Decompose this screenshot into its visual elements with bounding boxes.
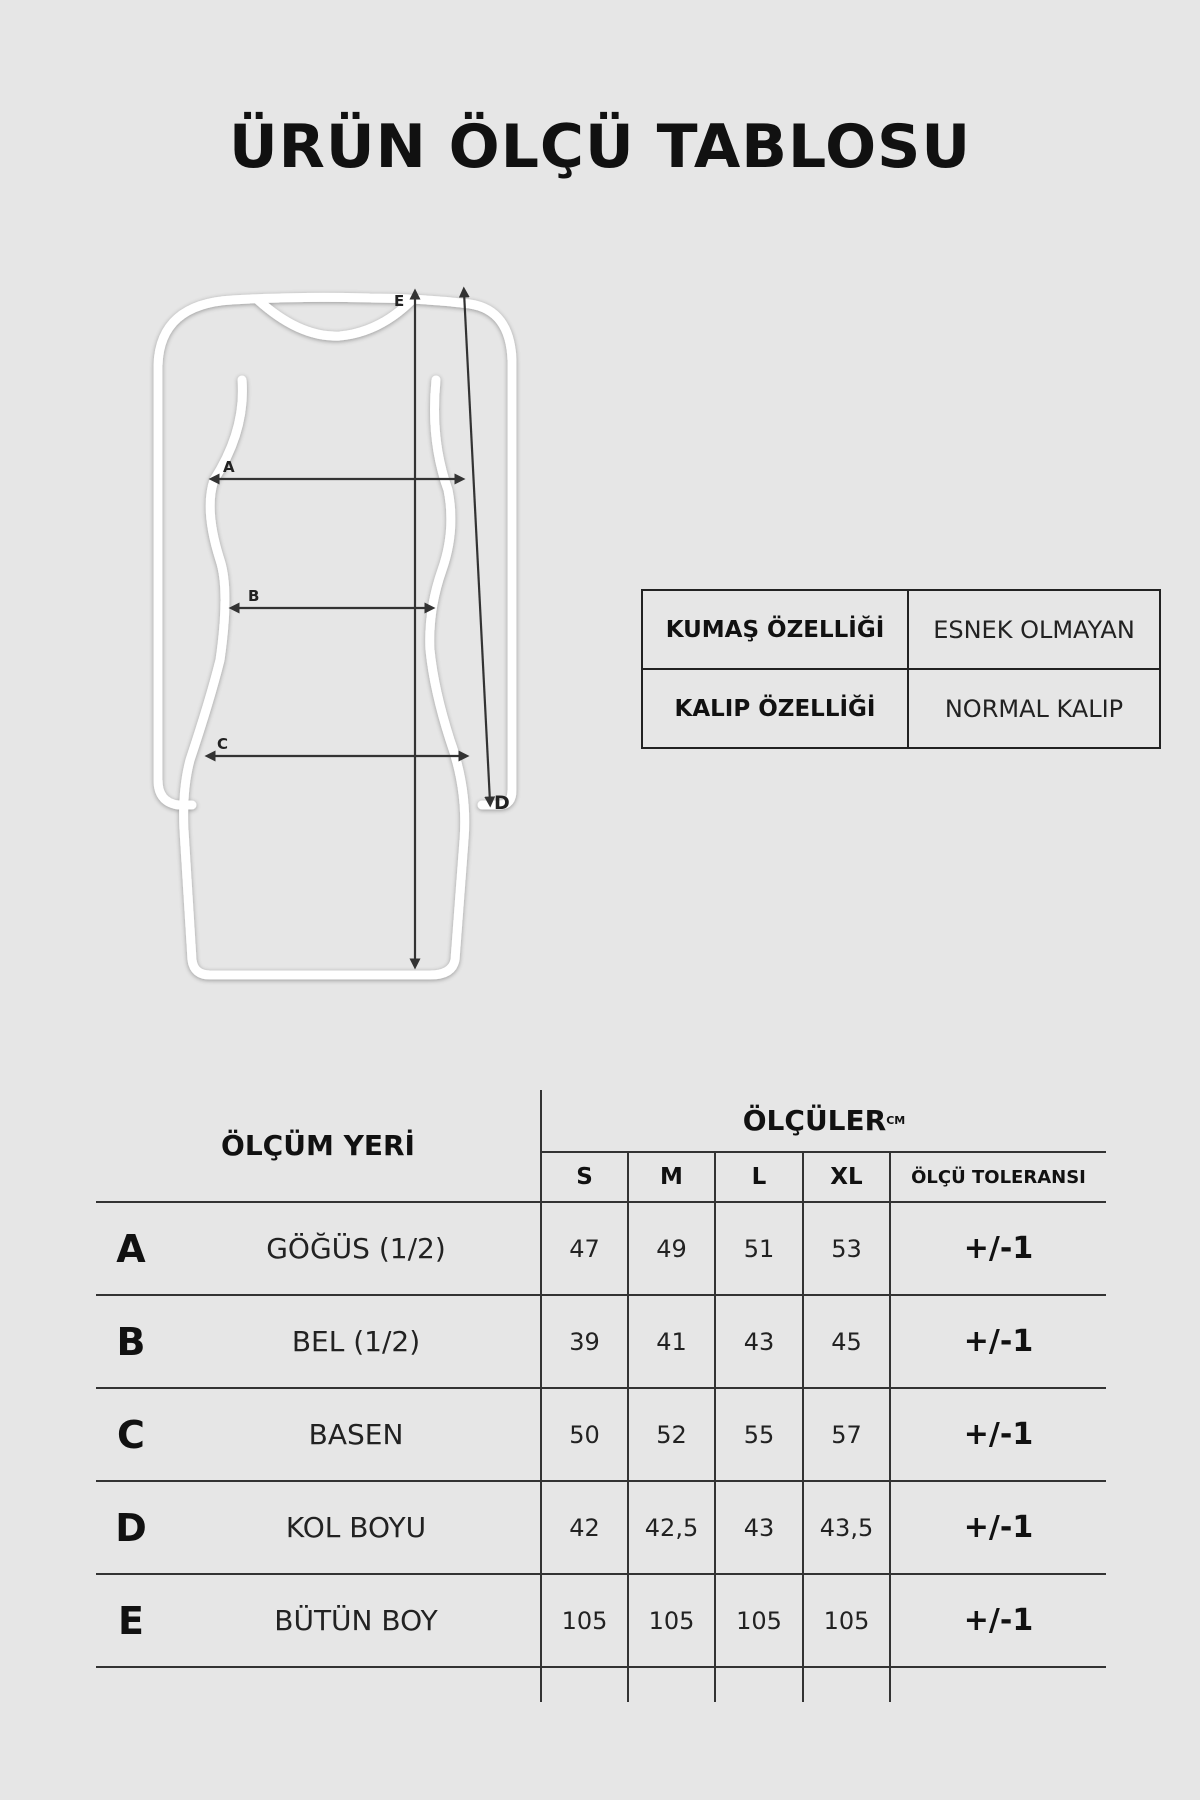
row-value-xl: 57 [831,1420,862,1449]
row-value-m: 105 [648,1606,695,1635]
property-label: KALIP ÖZELLİĞİ [642,669,908,748]
row-letter: A [116,1226,146,1271]
row-tolerance: +/-1 [963,1417,1034,1452]
row-place: BASEN [308,1418,404,1451]
row-value-l: 105 [736,1606,782,1635]
row-tolerance: +/-1 [963,1324,1034,1359]
property-value: NORMAL KALIP [908,669,1160,748]
label-c: C [217,735,229,753]
dress-outline-illustration [130,270,550,990]
row-tolerance: +/-1 [963,1603,1034,1638]
row-value-m: 42,5 [644,1513,699,1542]
row-value-m: 49 [656,1234,687,1263]
property-row [642,669,1160,748]
row-value-s: 47 [569,1234,600,1263]
dress-diagram [130,270,550,990]
size-header-l: L [751,1164,767,1190]
sizes-header [542,1090,1106,1151]
size-header-s: S [576,1164,593,1190]
row-letter: C [117,1412,145,1457]
label-b: B [248,587,260,605]
page-title: ÜRÜN ÖLÇÜ TABLOSU [228,112,972,182]
place-header: ÖLÇÜM YERİ [221,1129,415,1162]
row-value-xl: 45 [831,1327,862,1356]
row-place: BÜTÜN BOY [274,1604,438,1637]
row-value-s: 42 [569,1513,600,1542]
label-a: A [223,458,235,476]
row-value-l: 55 [743,1420,775,1449]
row-value-m: 52 [656,1420,687,1449]
row-value-l: 51 [743,1234,775,1263]
row-letter: D [115,1505,147,1550]
row-value-m: 41 [656,1327,687,1356]
row-tolerance: +/-1 [963,1510,1034,1545]
measure-line-d [464,292,490,802]
size-header-xl: XL [830,1164,863,1190]
property-label: KUMAŞ ÖZELLİĞİ [642,590,908,669]
size-header-m: M [660,1164,683,1190]
row-value-xl: 105 [823,1606,870,1635]
row-place: GÖĞÜS (1/2) [266,1232,446,1265]
row-tolerance: +/-1 [963,1231,1034,1266]
row-value-s: 50 [569,1420,600,1449]
row-letter: B [116,1319,146,1364]
size-measurement-table [96,1090,1106,1702]
sizes-header-label: ÖLÇÜLER [742,1104,887,1137]
row-value-xl: 43,5 [819,1513,874,1542]
row-value-l: 43 [743,1513,775,1542]
property-value: ESNEK OLMAYAN [908,590,1160,669]
label-d: D [494,792,510,814]
row-value-s: 39 [569,1327,600,1356]
row-letter: E [118,1598,144,1643]
row-value-l: 43 [743,1327,775,1356]
property-row [642,590,1160,669]
row-place: KOL BOYU [285,1511,427,1544]
unit-label: CM [886,1114,906,1127]
tolerance-header: ÖLÇÜ TOLERANSI [911,1166,1086,1188]
label-e: E [394,292,405,310]
row-value-xl: 53 [831,1234,862,1263]
divider [96,1666,1106,1668]
fabric-properties-table [641,589,1161,749]
row-value-s: 105 [561,1606,608,1635]
row-place: BEL (1/2) [291,1325,421,1358]
